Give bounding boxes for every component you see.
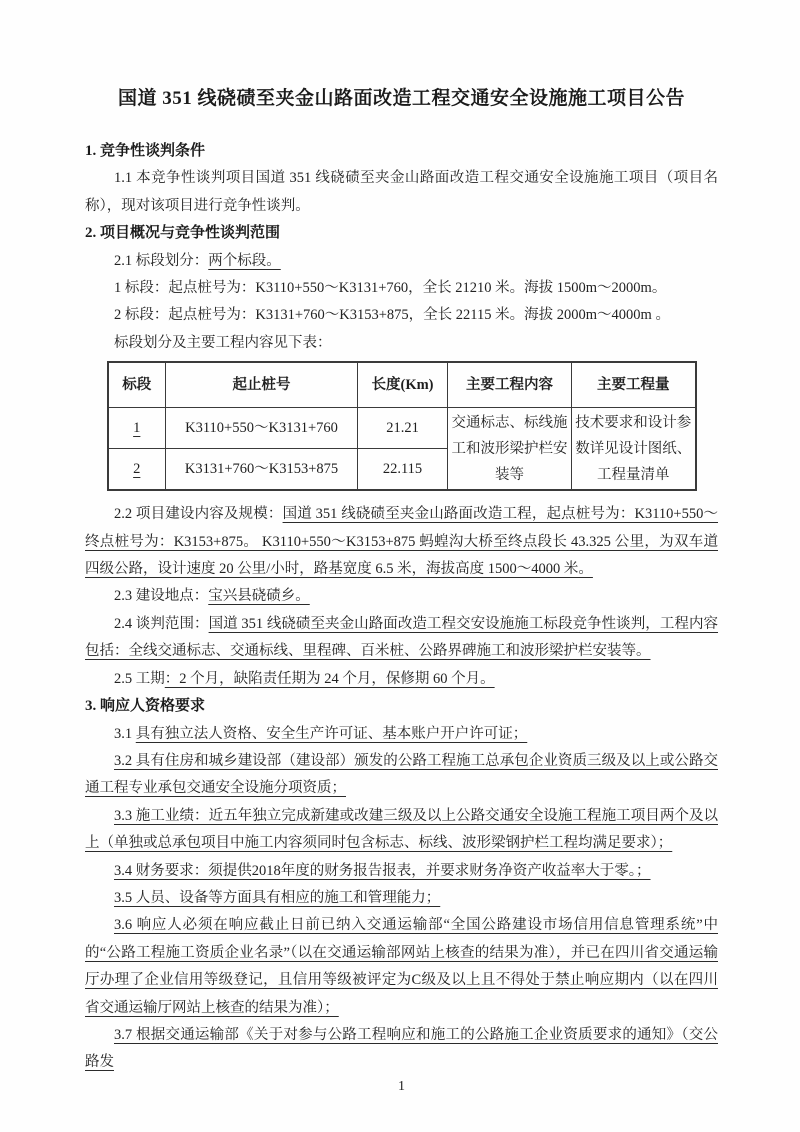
bid-number-1: 1 bbox=[133, 420, 141, 437]
table-cell-length-1: 21.21 bbox=[358, 408, 448, 449]
paragraph-3-1-label: 3.1 bbox=[114, 725, 136, 742]
table-row bbox=[108, 408, 696, 449]
table-cell-merged-quantity: 技术要求和设计参数详见设计图纸、工程量清单 bbox=[572, 408, 696, 491]
paragraph-segment-2: 2 标段：起点桩号为：K3131+760～K3153+875，全长 22115 米。海拔 2000m～4000m 。 bbox=[114, 307, 670, 324]
table-cell-length-2: 22.115 bbox=[358, 449, 448, 491]
table-header-stakes: 起止桩号 bbox=[166, 362, 358, 408]
section-2-heading: 2. 项目概况与竞争性谈判范围 bbox=[85, 225, 281, 242]
table-cell-merged-content: 交通标志、标线施工和波形梁护栏安装等 bbox=[448, 408, 572, 491]
table-cell-stakes-2: K3131+760～K3153+875 bbox=[166, 449, 358, 491]
section-1-heading: 1. 竞争性谈判条件 bbox=[85, 143, 206, 159]
paragraph-3-3-value: 3.3 施工业绩：近五年独立完成新建或改建三级及以上公路交通安全设施工程施工项目两个及以上（单独或总承包项目中施工内容须同时包含标志、标线、波形梁钢护栏工程均满足要求）； bbox=[85, 807, 718, 852]
table-header-quantity: 主要工程量 bbox=[572, 362, 696, 408]
paragraph-3-6-value: 3.6 响应人必须在响应截止日前已纳入交通运输部“全国公路建设市场信用信息管理系统”中的“公路工程施工资质企业名录”（以在交通运输部网站上核查的结果为准），并已在四川省交通运输厅办理了企业信用等级登记，且信用等级被评定为C级及以上且不得处于禁止响应期内（以在四川省交通运输厅网站上核查的结果为准）； bbox=[85, 917, 718, 1016]
paragraph-2-4-value: 国道 351 线硗碛至夹金山路面改造工程交安设施施工标段竞争性谈判，工程内容包括：全线交通标志、交通标线、里程碑、百米桩、公路界碑施工和波形梁护栏安装等。 bbox=[85, 615, 719, 660]
table-cell-stakes-1: K3110+550～K3131+760 bbox=[166, 408, 358, 449]
paragraph-2-5-value: ：2 个月，缺陷责任期为 24 个月，保修期 60 个月。 bbox=[164, 670, 495, 687]
paragraph-2-1-value: 两个标段。 bbox=[208, 252, 281, 269]
bid-sections-table bbox=[107, 361, 697, 491]
paragraph-3-7-value: 3.7 根据交通运输部《关于对参与公路工程响应和施工的公路施工企业资质要求的通知》（交公路发 bbox=[85, 1026, 718, 1071]
table-cell-bid-1 bbox=[108, 408, 166, 449]
paragraph-1-1: 1.1 本竞争性谈判项目国道 351 线硗碛至夹金山路面改造工程交通安全设施施工项目（项目名称），现对该项目进行竞争性谈判。 bbox=[85, 170, 718, 214]
table-header-bid: 标段 bbox=[108, 362, 166, 408]
table-header-row bbox=[108, 362, 696, 408]
paragraph-2-5-label: 2.5 工期 bbox=[114, 670, 165, 687]
table-header-content: 主要工程内容 bbox=[448, 362, 572, 408]
paragraph-2-4 bbox=[85, 611, 718, 666]
paragraph-2-4-label: 2.4 谈判范围： bbox=[114, 615, 209, 632]
section-3-heading: 3. 响应人资格要求 bbox=[85, 698, 206, 715]
paragraph-2-2 bbox=[85, 501, 718, 583]
paragraph-3-1 bbox=[85, 721, 718, 748]
paragraph-3-2-value: 3.2 具有住房和城乡建设部（建设部）颁发的公路工程施工总承包企业资质三级及以上或公路交通工程专业承包交通安全设施分项资质； bbox=[85, 752, 718, 797]
paragraph-table-intro: 标段划分及主要工程内容见下表： bbox=[114, 334, 332, 351]
paragraph-3-5-value: 3.5 人员、设备等方面具有相应的施工和管理能力； bbox=[114, 889, 441, 906]
paragraph-3-4 bbox=[85, 858, 718, 885]
paragraph-2-3-value: 宝兴县硗碛乡。 bbox=[208, 588, 310, 605]
page-number: 1 bbox=[398, 1078, 405, 1094]
paragraph-2-1 bbox=[85, 248, 718, 275]
table-cell-bid-2 bbox=[108, 449, 166, 491]
table-header-length: 长度(Km) bbox=[358, 362, 448, 408]
paragraph-2-2-value: 国道 351 线硗碛至夹金山路面改造工程，起点桩号为：K3110+550～终点桩号为：K3153+875。 K3110+550～K3153+875 蚂蝗沟大桥至终点段长 43.325 公里，为双车道四级公路，设计速度 20 公里/小时，路基宽度 6.5 米，海拔高度 1500～4000 米。 bbox=[85, 506, 719, 578]
paragraph-3-4-value: 3.4 财务要求：须提供2018年度的财务报告报表，并要求财务净资产收益率大于零。； bbox=[114, 862, 651, 879]
paragraph-3-3 bbox=[85, 803, 718, 858]
paragraph-segment-1: 1 标段：起点桩号为：K3110+550～K3131+760，全长 21210 米。海拔 1500m～2000m。 bbox=[114, 280, 667, 297]
paragraph-2-3-label: 2.3 建设地点： bbox=[114, 588, 209, 605]
paragraph-2-2-label: 2.2 项目建设内容及规模： bbox=[114, 506, 283, 523]
paragraph-2-1-label: 2.1 标段划分： bbox=[114, 252, 209, 269]
paragraph-2-3 bbox=[85, 583, 718, 610]
bid-number-2: 2 bbox=[133, 461, 141, 478]
paragraph-3-6 bbox=[85, 912, 718, 1022]
paragraph-3-1-value: 具有独立法人资格、安全生产许可证、基本账户开户许可证； bbox=[135, 725, 528, 742]
paragraph-2-5 bbox=[85, 666, 718, 693]
document-title: 国道 351 线硗碛至夹金山路面改造工程交通安全设施施工项目公告 bbox=[117, 88, 685, 109]
paragraph-3-2 bbox=[85, 748, 718, 803]
paragraph-3-5 bbox=[85, 885, 718, 912]
paragraph-3-7 bbox=[85, 1022, 718, 1077]
